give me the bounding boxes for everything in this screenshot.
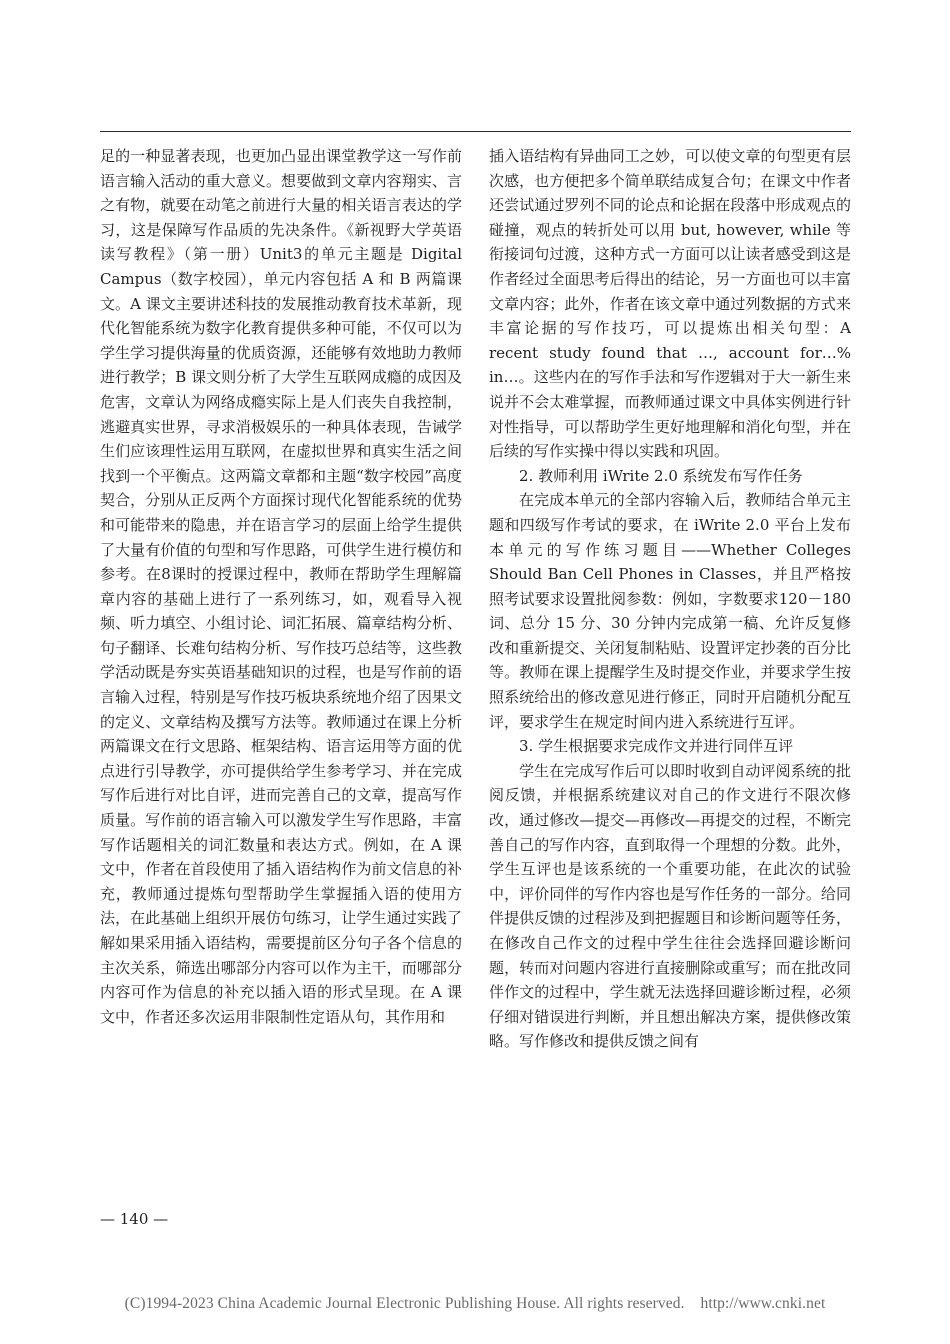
- right-paragraph-2: 在完成本单元的全部内容输入后，教师结合单元主题和四级写作考试的要求，在 iWrite 2.0 平台上发布本单元的写作练习题目——Whether Colleges Should Ban Cell Phones in Classes，并且严格按照考试要求设置批阅参数：例如，字数要求120－180词、总分 15 分、30 分钟内完成第一稿、允许反复修改和重新提交、关闭复制粘贴、设置评定抄袭的百分比等。教师在课上提醒学生及时提交作业，并要求学生按照系统给出的修改意见进行修正，同时开启随机分配互评，要求学生在规定时间内进入系统进行互评。: [489, 491, 851, 731]
- right-paragraph-3: 学生在完成写作后可以即时收到自动评阅系统的批阅反馈，并根据系统建议对自己的作文进行不限次修改，通过修改—提交—再修改—再提交的过程，不断完善自己的写作内容，直到取得一个理想的分数。此外，学生互评也是该系统的一个重要功能，在此次的试验中，评价同伴的写作内容也是写作任务的一部分。给同伴提供反馈的过程涉及到把握题目和诊断问题等任务，在修改自己作文的过程中学生往往会选择回避诊断问题，转而对问题内容进行直接删除或重写；而在批改同伴作文的过程中，学生就无法选择回避诊断过程，必须仔细对错误进行判断，并且想出解决方案，提供修改策略。写作修改和提供反馈之间有: [489, 761, 851, 1051]
- section-heading-2: 2. 教师利用 iWrite 2.0 系统发布写作任务: [519, 466, 803, 485]
- right-column: [489, 144, 851, 1206]
- header-rule: [100, 131, 851, 132]
- page-number: — 140 —: [100, 1210, 169, 1228]
- copyright-notice: [0, 1295, 950, 1313]
- left-paragraph: 足的一种显著表现，也更加凸显出课堂教学这一写作前语言输入活动的重大意义。想要做到文章内容翔实、言之有物，就要在动笔之前进行大量的相关语言表达的学习，这是保障写作品质的先决条件。《新视野大学英语读写教程》（第一册）Unit3的单元主题是 Digital Campus（数字校园），单元内容包括 A 和 B 两篇课文。A 课文主要讲述科技的发展推动教育技术革新，现代化智能系统为数字化教育提供多种可能，不仅可以为学生学习提供海量的优质资源，还能够有效地助力教师进行教学；B 课文则分析了大学生互联网成瘾的成因及危害，文章认为网络成瘾实际上是人们丧失自我控制，逃避真实世界，寻求消极娱乐的一种具体表现，告诫学生们应该理性运用互联网，在虚拟世界和真实生活之间找到一个平衡点。这两篇文章都和主题“数字校园”高度契合，分别从正反两个方面探讨现代化智能系统的优势和可能带来的隐患，并在语言学习的层面上给学生提供了大量有价值的句型和写作思路，可供学生进行模仿和参考。在8课时的授课过程中，教师在帮助学生理解篇章内容的基础上进行了一系列练习，如，观看导入视频、听力填空、小组讨论、词汇拓展、篇章结构分析、句子翻译、长难句结构分析、写作技巧总结等，这些教学活动既是夯实英语基础知识的过程，也是写作前的语言输入过程，特别是写作技巧板块系统地介绍了因果文的定义、文章结构及撰写方法等。教师通过在课上分析两篇课文在行文思路、框架结构、语言运用等方面的优点进行引导教学，亦可提供给学生参考学习、并在完成写作后进行对比自评，进而完善自己的文章，提高写作质量。写作前的语言输入可以激发学生写作思路，丰富写作话题相关的词汇数量和表达方式。例如，在 A 课文中，作者在首段使用了插入语结构作为前文信息的补充，教师通过提炼句型帮助学生掌握插入语的使用方法，在此基础上组织开展仿句练习，让学生通过实践了解如果采用插入语结构，需要提前区分句子各个信息的主次关系，筛选出哪部分内容可以作为主干，而哪部分内容可作为信息的补充以插入语的形式呈现。在 A 课文中，作者还多次运用非限制性定语从句，其作用和: [100, 147, 462, 1026]
- left-column: [100, 144, 462, 1206]
- right-paragraph-1: 插入语结构有异曲同工之妙，可以使文章的句型更有层次感，也方便把多个简单联结成复合句；在课文中作者还尝试通过罗列不同的论点和论据在段落中形成观点的碰撞，观点的转折处可以用 but, however, while 等衔接词句过渡，这种方式一方面可以让读者感受到这是作者经过全面思考后得出的结论，另一方面也可以丰富文章内容；此外，作者在该文章中通过列数据的方式来丰富论据的写作技巧，可以提炼出相关句型：A recent study found that …, account for…% in…。这些内在的写作手法和写作逻辑对于大一新生来说并不会太难掌握，而教师通过课文中具体实例进行针对性指导，可以帮助学生更好地理解和消化句型，并在后续的写作实操中得以实践和巩固。: [489, 147, 851, 461]
- section-heading-3: 3. 学生根据要求完成作文并进行同伴互评: [519, 737, 794, 756]
- copyright-text: (C)1994-2023 China Academic Journal Electronic Publishing House. All rights reserved. http://www.cnki.net: [124, 1295, 826, 1312]
